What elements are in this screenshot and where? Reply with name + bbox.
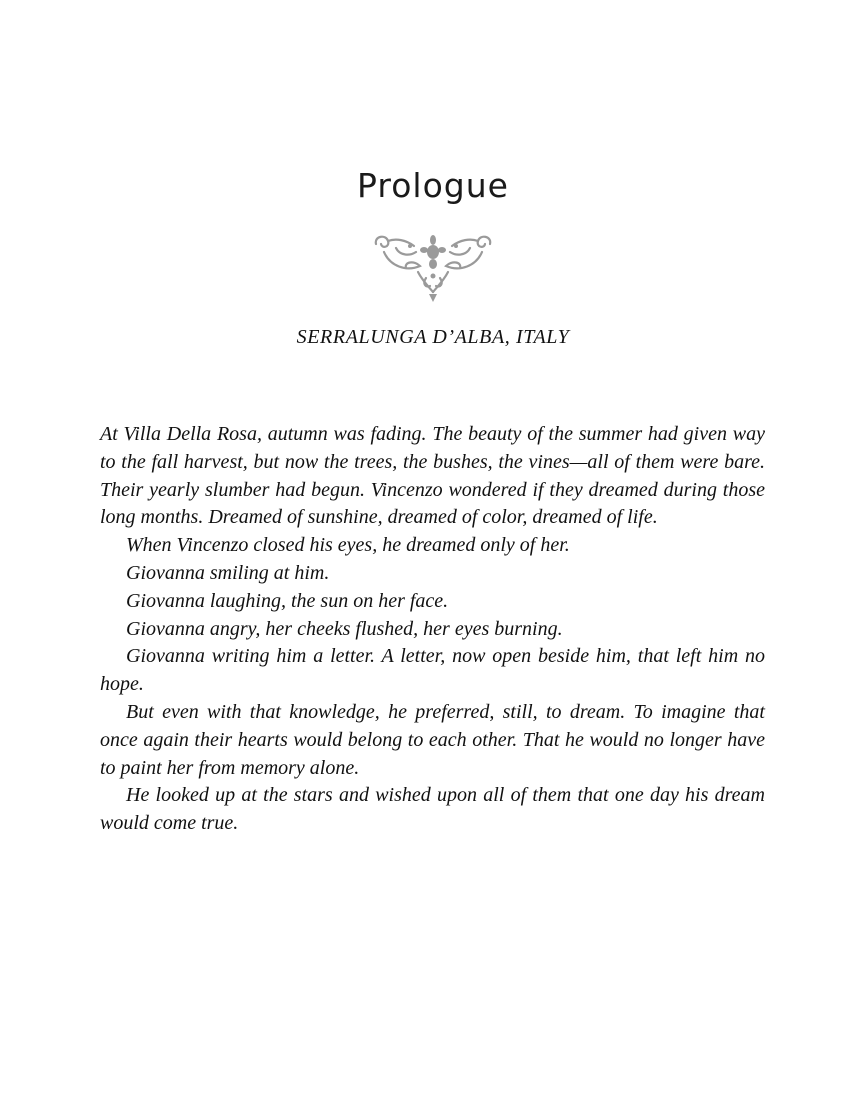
paragraph: But even with that knowledge, he preferred, still, to dream. To imagine that once again their hearts would belong to each other. That he would no longer have to paint her from memory alone. <box>100 700 765 779</box>
paragraph: When Vincenzo closed his eyes, he dreamed only of her. <box>126 534 570 557</box>
chapter-title: Prologue <box>357 166 509 205</box>
paragraph: At Villa Della Rosa, autumn was fading. The beauty of the summer had given way to the fall harvest, but now the trees, the bushes, the vines—all of them were bare. Their yearly slumber had begun. Vincenzo wondered if they dreamed during those long months. Dreamed of sunshine, dreamed of color, dreamed of life. <box>100 423 765 529</box>
paragraph: Giovanna angry, her cheeks flushed, her eyes burning. <box>126 617 563 640</box>
paragraph: Giovanna writing him a letter. A letter, now open beside him, that left him no hope. <box>100 645 765 696</box>
paragraph: Giovanna laughing, the sun on her face. <box>126 589 449 612</box>
flourish-ornament-icon <box>370 232 496 304</box>
paragraph: He looked up at the stars and wished upon all of them that one day his dream would come true. <box>100 784 765 835</box>
paragraph: Giovanna smiling at him. <box>126 561 330 584</box>
chapter-location: SERRALUNGA D’ALBA, ITALY <box>296 326 570 348</box>
prologue-text <box>100 421 765 838</box>
